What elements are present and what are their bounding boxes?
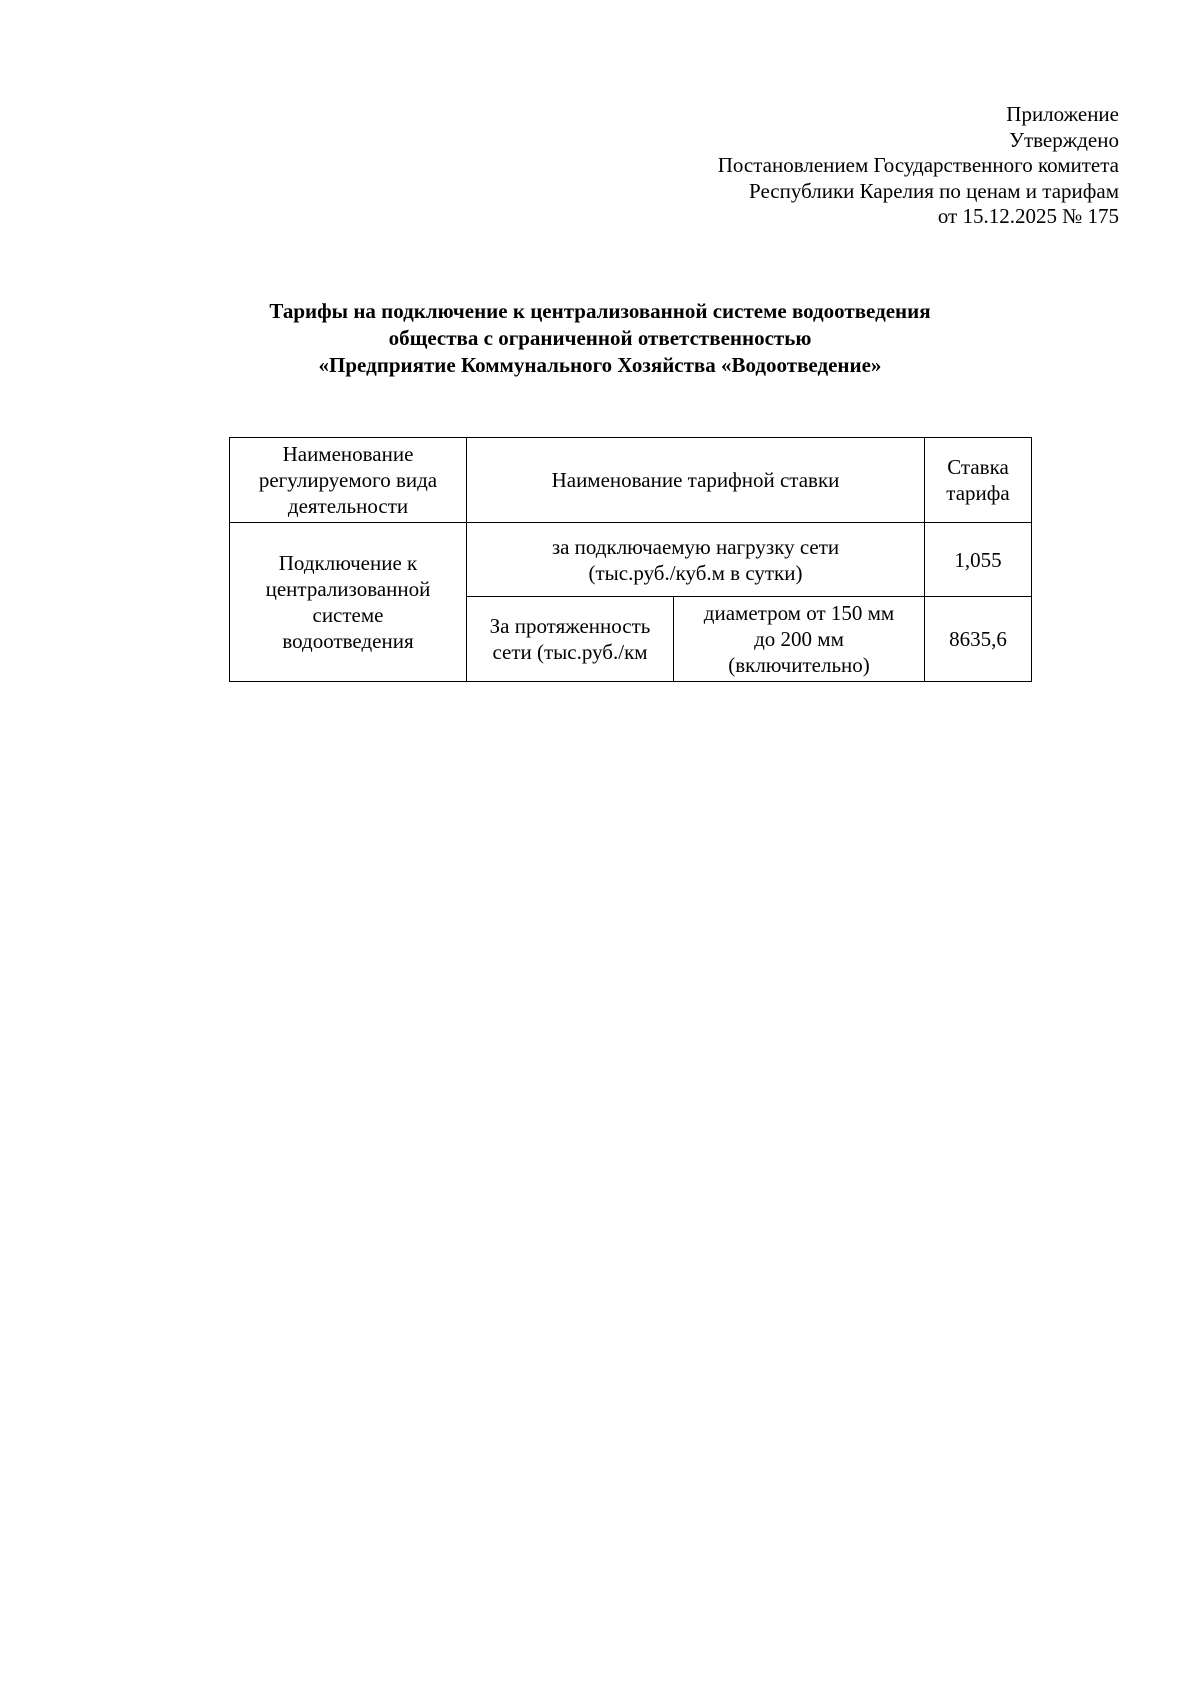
header-rate: Ставка тарифа: [925, 438, 1032, 523]
approval-block: [718, 102, 1119, 230]
length-rate-name: За протяженность сети (тыс.руб./км: [467, 597, 674, 682]
title-line-1: Тарифы на подключение к централизованной системе водоотведения: [269, 299, 931, 323]
activity-cell: Подключение к централизованной системе водоотведения: [230, 523, 467, 682]
approval-annex: Приложение: [1006, 102, 1119, 126]
title-line-3: «Предприятие Коммунального Хозяйства «Водоотведение»: [318, 353, 882, 377]
load-rate-name: за подключаемую нагрузку сети (тыс.руб./куб.м в сутки): [467, 523, 925, 597]
load-rate-value: 1,055: [925, 523, 1032, 597]
approval-resolution: Постановлением Государственного комитета: [717, 153, 1119, 177]
title-line-2: общества с ограниченной ответственностью: [388, 326, 812, 350]
length-rate-value: 8635,6: [925, 597, 1032, 682]
table-row: [230, 523, 1032, 597]
approval-approved: Утверждено: [1009, 127, 1119, 152]
tariff-table: [229, 437, 1032, 682]
length-diameter: диаметром от 150 мм до 200 мм (включительно): [674, 597, 925, 682]
header-rate-name: Наименование тарифной ставки: [467, 438, 925, 523]
header-activity: Наименование регулируемого вида деятельности: [230, 438, 467, 523]
table-header-row: [230, 438, 1032, 523]
approval-committee: Республики Карелия по ценам и тарифам: [749, 178, 1119, 203]
document-title: [100, 298, 1100, 379]
approval-date-number: от 15.12.2025 № 175: [937, 204, 1119, 228]
